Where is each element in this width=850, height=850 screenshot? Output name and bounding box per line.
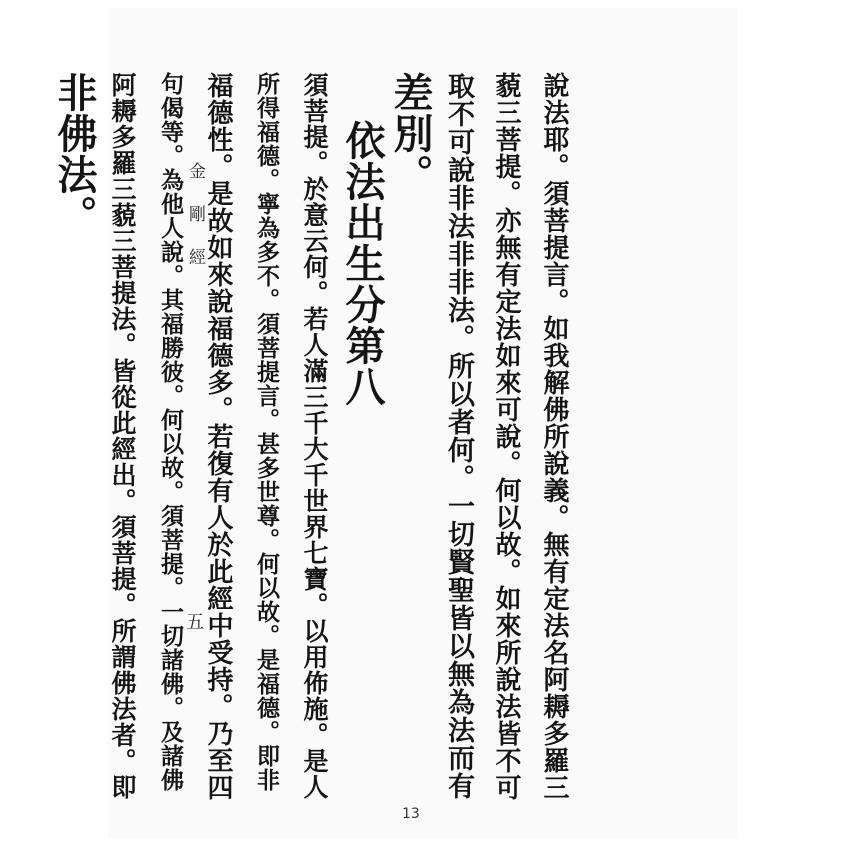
text-column-10: 阿耨多羅三藐三菩提法。皆從此經出。須菩提。所謂佛法者。即 (108, 72, 137, 800)
margin-book-title: 金剛經 (185, 162, 205, 291)
text-column-4: 差別。 (387, 72, 434, 195)
text-column-6: 須菩提。於意云何。若人滿三千大千世界七寶。以用佈施。是人 (300, 72, 329, 800)
section-heading: 依法出生分第八 (339, 120, 386, 407)
text-column-7: 所得福德。寧為多不。須菩提言。甚多世尊。何以故。是福德。即非 (253, 72, 280, 792)
folio-number: 13 (402, 806, 420, 822)
text-column-8: 福德性。是故如來說福德多。若復有人於此經中受持。乃至四 (203, 72, 233, 801)
margin-page-number: 五 (186, 612, 204, 633)
text-column-3: 取不可說非法非非法。所以者何。一切賢聖皆以無為法而有 (443, 72, 474, 800)
text-column-9: 句偈等。為他人說。其福勝彼。何以故。須菩提。一切諸佛。及諸佛 (157, 72, 184, 792)
text-column-2: 藐三菩提。亦無有定法如來可說。何以故。如來所說法皆不可 (491, 72, 521, 801)
text-column-1: 說法耶。須菩提言。如我解佛所說義。無有定法名阿耨多羅三 (539, 72, 569, 801)
text-column-11: 非佛法。 (51, 72, 98, 236)
